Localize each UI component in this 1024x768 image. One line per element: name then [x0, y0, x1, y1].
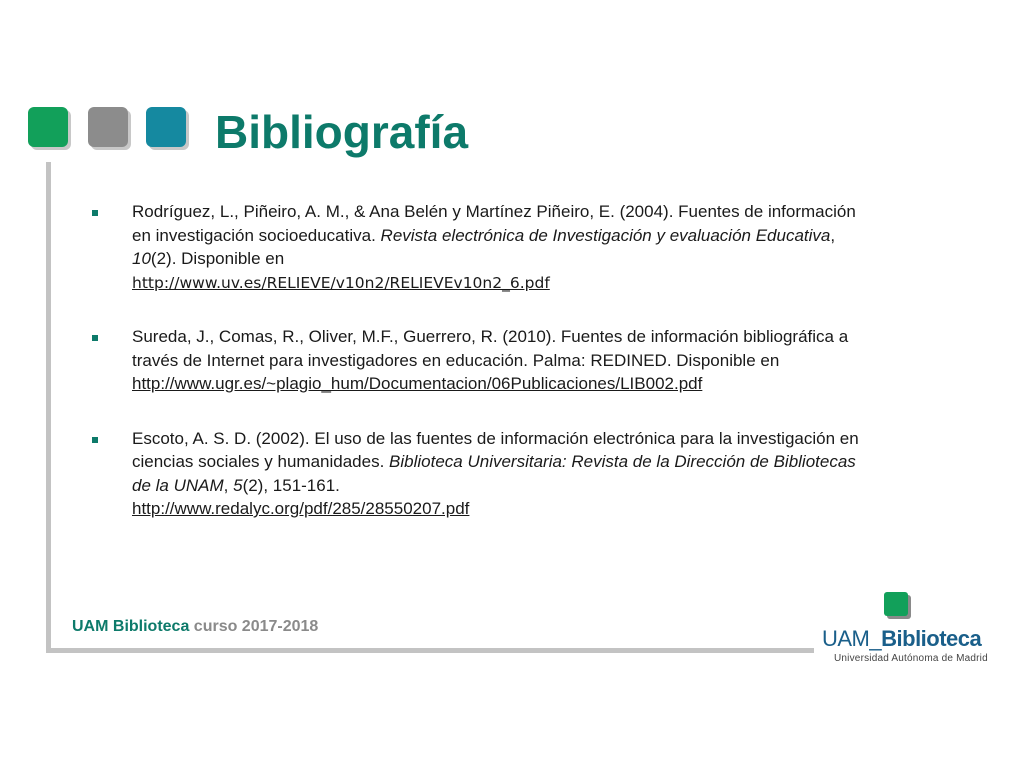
logo-square-icon	[884, 592, 908, 616]
reference-journal: Biblioteca Universitaria: Revista de la Dirección de Bibliotecas de la UNAM	[132, 452, 856, 495]
page-title: Bibliografía	[215, 106, 469, 158]
blue-square-icon	[146, 107, 186, 147]
bullet-icon	[92, 335, 98, 341]
reference-link[interactable]: http://www.uv.es/RELIEVE/v10n2/RELIEVEv10n2_6.pdf	[132, 273, 550, 292]
reference-journal: Revista electrónica de Investigación y evaluación Educativa	[380, 225, 831, 245]
bullet-icon	[92, 437, 98, 443]
reference-list	[92, 200, 872, 551]
reference-item-1	[92, 200, 872, 295]
logo-subtitle: Universidad Autónoma de Madrid	[834, 653, 988, 664]
reference-item-3	[92, 427, 872, 521]
logo-biblioteca: Biblioteca	[881, 626, 982, 651]
horizontal-divider	[46, 648, 814, 653]
reference-separator: ,	[830, 225, 836, 245]
reference-text-tail: (2), 151-161.	[242, 475, 340, 495]
footer-caption	[72, 618, 318, 636]
reference-link[interactable]: http://www.redalyc.org/pdf/285/28550207.pdf	[132, 499, 470, 518]
logo-uam: UAM_	[822, 626, 882, 651]
footer-brand: UAM Biblioteca	[72, 618, 190, 635]
vertical-divider	[46, 162, 51, 652]
reference-volume: 10	[132, 249, 151, 268]
reference-item-2	[92, 325, 872, 396]
reference-text: Sureda, J., Comas, R., Oliver, M.F., Guerrero, R. (2010). Fuentes de información bibliográfica a través de Internet para investigadores en educación. Palma: REDINED. Disponible en	[132, 327, 849, 370]
reference-volume: 5	[233, 475, 243, 495]
reference-link[interactable]: http://www.ugr.es/~plagio_hum/Documentacion/06Publicaciones/LIB002.pdf	[132, 374, 703, 393]
footer-course: curso 2017-2018	[189, 618, 319, 635]
reference-text: Rodríguez, L., Piñeiro, A. M., & Ana Belén y Martínez Piñeiro, E. (2004). Fuentes de información en investigación socioeducativa.	[132, 202, 856, 245]
logo-wordmark	[822, 626, 981, 652]
bullet-icon	[92, 210, 98, 216]
reference-text-tail: (2). Disponible en	[150, 249, 285, 268]
gray-square-icon	[88, 107, 128, 147]
uam-biblioteca-logo	[822, 590, 992, 670]
reference-text: Escoto, A. S. D. (2002). El uso de las fuentes de información electrónica para la investigación en ciencias sociales y humanidades.	[132, 428, 859, 471]
reference-separator: ,	[223, 475, 234, 495]
green-square-icon	[28, 107, 68, 147]
